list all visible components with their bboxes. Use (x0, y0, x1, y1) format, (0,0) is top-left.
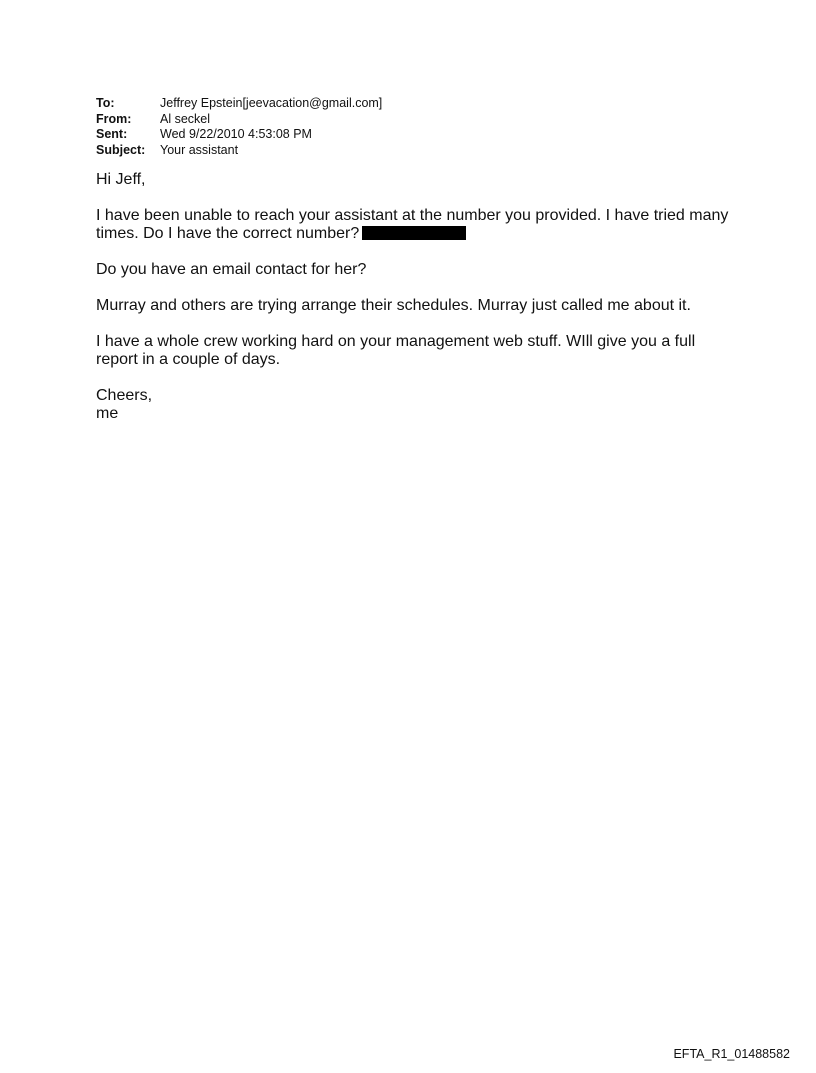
to-row (96, 96, 382, 112)
body-paragraph-1 (96, 207, 736, 243)
subject-value: Your assistant (160, 142, 239, 157)
body-paragraph-2: Do you have an email contact for her? (96, 261, 367, 278)
subject-label: Subject: (96, 142, 146, 157)
email-body (96, 171, 736, 423)
from-value: Al seckel (160, 111, 211, 126)
closing: Cheers, (96, 387, 153, 404)
body-paragraph-4: I have a whole crew working hard on your management web stuff. WIll give you a full report in a couple of days. (96, 333, 696, 368)
email-header (96, 96, 382, 158)
sent-value: Wed 9/22/2010 4:53:08 PM (160, 127, 312, 141)
sent-row (96, 127, 382, 143)
body-paragraph-3: Murray and others are trying arrange their schedules. Murray just called me about it. (96, 297, 691, 314)
to-value: Jeffrey Epstein[jeevacation@gmail.com] (160, 96, 383, 110)
body-paragraph-1-text: I have been unable to reach your assistant at the number you provided. I have tried many times. Do I have the correct number? (96, 207, 729, 242)
from-label: From: (96, 111, 132, 126)
signature: me (96, 405, 119, 422)
sent-label: Sent: (96, 127, 128, 141)
from-row (96, 112, 382, 128)
greeting: Hi Jeff, (96, 171, 146, 188)
to-label: To: (96, 96, 115, 110)
document-id: EFTA_R1_01488582 (673, 1047, 790, 1061)
subject-row (96, 143, 382, 159)
redaction-block (362, 226, 466, 240)
